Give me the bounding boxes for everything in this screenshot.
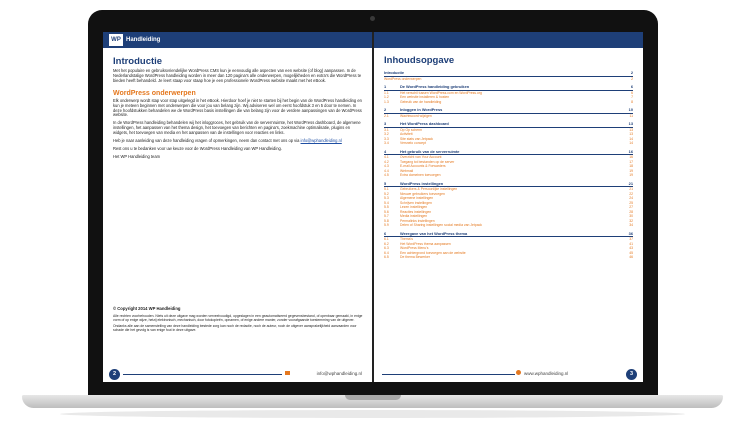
toc-page-number: 24 [629,196,633,200]
toc-page-number: 37 [629,237,633,241]
signature: Het WP Handleiding team [113,153,161,159]
footer-website: www.wphandleiding.nl [524,371,569,376]
toc-section-row[interactable] [384,255,633,260]
toc-page-number: 2 [630,70,633,75]
toc-page-number: 32 [629,218,633,223]
contact-paragraph [113,139,362,144]
logo-badge: WP [109,34,123,46]
toc-section-row[interactable] [384,77,633,82]
laptop-screen [103,32,643,382]
toc-page-number: 18 [629,164,633,168]
contact-text: Heb je naar aanleiding van deze handleiding vragen of opmerkingen, neem dan contact met ons op via [113,138,300,144]
toc-entry-title: Algemene instellingen [400,196,434,200]
mail-icon [285,371,290,375]
toc-entry-title: Gebruik van de handleiding [400,99,442,104]
toc-number: 6.2 [384,241,389,246]
toc-entry-title: Nieuwe gebruikers toevoegen [400,191,445,196]
toc-page-number: 22 [629,191,633,196]
topics-paragraph-1: Elk onderwerp wordt stap voor stap uitgelegd in het eBook. Hierdoor hoef je niet te starten bij het begin van de WordPress handleiding en kun je meteen beginnen met onderwerpen die voor jou van belang zijn. Wij adviseren wel om eerst hoofdstuk 3 en 5 door te nemen. In deze hoofdstukken behandelen we de WordPress basis instellingen die van belang zijn voor de verdere aanpassingen van de WordPress website. [113,97,362,118]
toc-page-number: 30 [629,214,633,218]
toc-page-number: 13 [629,132,633,136]
toc-number: 3.4 [384,141,389,145]
toc-number: 4.3 [384,164,389,168]
toc-entry-title: Extra domeinen toevoegen [400,173,441,177]
toc-page-number: 43 [629,246,633,250]
page-number-badge: 2 [109,369,120,380]
toc-page-number: 2 [631,76,633,81]
toc-number: 1.2 [384,95,389,99]
table-of-contents [374,48,643,260]
toc-number: 2 [384,107,387,112]
toc-number: 1.3 [384,99,389,104]
copyright-text-2: Ondanks alle aan de samenstelling van deze handleiding bestede zorg kan noch de redactie, noch de auteur, noch de uitgever aansprakelijkheid aanvaarden voor schade die het gevolg is van enige fout in deze uitgave. [113,324,357,333]
logo-text: Handleiding [126,37,161,43]
toc-entry-title: Schrijven instellingen [400,200,432,205]
toc-page-number: 36 [628,230,633,236]
footer-email: info@wphandleiding.nl [316,371,362,376]
toc-number: 5 [384,180,387,186]
toc-number: 4 [384,148,387,154]
toc-number: 6.1 [384,237,389,241]
toc-page-number: 21 [628,180,633,186]
toc-section-row[interactable] [384,173,633,178]
toc-page-number: 6 [631,90,633,95]
toc-section-row[interactable] [384,141,633,146]
toc-entry-title: Overzicht van Your Account [400,155,442,159]
toc-number: 1.1 [384,90,389,95]
toc-number: 4.1 [384,155,389,159]
topics-title: WordPress onderwerpen [113,89,196,97]
toc-entry-title: WordPress onderwerpen [384,76,422,81]
toc-number: 5.5 [384,205,389,209]
toc-page-number: 11 [629,113,633,118]
toc-entry-title: Permalinks instellingen [400,218,435,223]
toc-number: 5.1 [384,187,389,191]
toc-number: 5.9 [384,223,389,227]
toc-number: 3 [384,121,387,126]
laptop-shadow [60,410,685,418]
toc-number: 4.4 [384,168,389,173]
toc-number: 1 [384,84,387,89]
toc-number: 5.4 [384,200,389,205]
right-page-header-bar [374,32,643,48]
toc-number: 4.2 [384,159,389,164]
laptop-notch [345,395,401,400]
left-page [103,32,372,382]
toc-number: 4.5 [384,173,389,177]
toc-number: 5.6 [384,209,389,214]
toc-section-row[interactable] [384,114,633,119]
footer-line [123,374,282,375]
toc-entry-title: WordPress Menu's [400,246,429,250]
toc-entry-title: Een achtergrond toevoegen aan de website [400,250,466,255]
page-number-badge: 3 [626,369,637,380]
toc-page-number: 46 [629,255,633,259]
toc-entry-title: Versnelo concept [400,141,427,145]
laptop-base [22,395,723,408]
right-page-footer [374,366,643,382]
copyright-text-1: Alle rechten voorbehouden. Niets uit deze uitgave mag worden verveelvoudigd, opgeslagen in een geautomatiseerd gegevensbestand, of openbaar gemaakt, in enige vorm of op enige wijze, hetzij elektronisch, mechanisch, door fotokopieën, opnamen, of enige andere manier, zonder voorafgaande toestemming van de uitgever. [113,314,363,323]
toc-entry-title: Het verschil tussen WordPress.com en WordPress.org [400,90,482,95]
topics-paragraph-2: In de WordPress handleiding behandelen wij het inloggroces, het gebruik van de servernruimte, het WordPress dashboard, de algemene instellingen, het aanpassen van het thema design, het toevoegen van berichten en pagina's, zoekmachine optimalisatie, plugins en widgets, het toevoegen van media en het aanpassen van de instellingen voor reacties en links. [113,120,361,136]
toc-section-row[interactable] [384,223,633,228]
toc-page-number: 45 [629,250,633,255]
toc-page-number: 19 [629,173,633,177]
copyright-block [113,306,363,334]
toc-page-number: 19 [629,168,633,173]
toc-number: 6.5 [384,255,389,259]
toc-entry-title: Reacties instellingen [400,209,432,214]
toc-page-number: 13 [628,121,633,126]
toc-page-number: 14 [629,141,633,145]
toc-entry-title: WordPress instellingen [400,180,444,186]
left-page-header-bar [103,32,372,48]
thanks-paragraph: Rest ons u te bedanken voor uw keuze voor de WordPress Handleiding van WP Handleiding. [113,145,282,151]
right-page [374,32,643,382]
toc-entry-title: Webmail [400,168,414,173]
toc-page-number: 16 [629,155,633,159]
toc-entry-title: Lezen instellingen [400,205,428,209]
toc-page-number: 8 [631,99,633,104]
toc-entry-title: Site stats van Jetpack [400,136,433,141]
toc-number: 6 [384,230,387,236]
globe-icon [516,370,521,375]
intro-title: Introductie [113,56,163,67]
toc-page-number: 27 [629,205,633,209]
toc-page-number: 13 [629,127,633,132]
toc-page-number: 16 [628,148,633,154]
footer-line [382,374,515,375]
toc-entry-title: Het WordPress dashboard [400,121,449,126]
toc-entry-title: Gebruikers & Persoonlijke instellingen [400,187,458,191]
toc-entry-title: Een website installeren & hosten [400,95,450,99]
copyright-title: © Copyright 2014 WP Handleiding [113,306,181,311]
toc-entry-title: Inloggen in WordPress [400,107,443,112]
toc-number: 5.2 [384,191,389,196]
toc-number: 6.4 [384,250,389,255]
toc-section-row[interactable] [384,100,633,105]
toc-entry-title: Activiteit [400,132,413,136]
toc-page-number: 14 [629,136,633,141]
intro-paragraph: Met het populaire en gebruiksvriendelijke WordPress CMS kun je eenvoudig alle aspecten van een website (of blog) aanpassen. In de Nederlandstalige WordPress handleiding worden in meer dan 120 pagina's alle onderwerpen, mogelijkheden en extra's die WordPress te bieden heeft behandeld. Je leert staap voor staap hoe je een professionele WordPress website maakt met het eBook. [113,68,362,83]
toc-entry-title: Media instellingen [400,214,428,218]
toc-number: 6.3 [384,246,389,250]
toc-page-number: 6 [630,84,633,89]
toc-number: 5.7 [384,214,389,218]
toc-list [384,70,633,260]
toc-entry-title: Thema's [400,237,413,241]
laptop-bezel [88,10,658,402]
toc-number: 5.3 [384,196,389,200]
toc-entry-title: Toegang tot bestanden op de server [400,159,455,164]
toc-entry-title: Delen of Sharing instellingen social media van Jetpack [400,223,482,227]
toc-entry-title: Het gebruik van de serverruimte [400,148,460,154]
contact-email-link[interactable]: info@wphandleiding.nl [300,138,342,144]
toc-page-number: 21 [629,187,633,191]
toc-entry-title: Weergave van het WordPress thema [400,230,468,236]
toc-number: 3.1 [384,127,389,132]
toc-entry-title: De WordPress handleiding gebruiken [400,84,470,89]
toc-page-number: 41 [629,241,633,246]
toc-page-number: 34 [629,223,633,227]
left-page-footer [103,366,372,382]
toc-page-number: 7 [631,95,633,99]
toc-number: 5.8 [384,218,389,223]
toc-page-number: 28 [629,209,633,214]
toc-number: 2.1 [384,113,389,118]
toc-entry-title: De thema Bewerker [400,255,430,259]
toc-page-number: 17 [629,159,633,164]
toc-page-number: 25 [629,200,633,205]
toc-number: 3.2 [384,132,389,136]
toc-entry-title: Introductie [384,70,405,75]
toc-entry-title: Wachtwoord wijzigen [400,113,432,118]
toc-page-number: 10 [628,107,633,112]
camera-dot [370,16,375,21]
toc-title: Inhoudsopgave [384,55,455,66]
toc-entry-title: E-mail Accounts & Forwarders [400,164,446,168]
toc-number: 3.3 [384,136,389,141]
toc-entry-title: Het WordPress thema aanpassen [400,241,451,246]
toc-entry-title: Op Op scherm [400,127,423,132]
wp-handleiding-logo [109,34,160,46]
